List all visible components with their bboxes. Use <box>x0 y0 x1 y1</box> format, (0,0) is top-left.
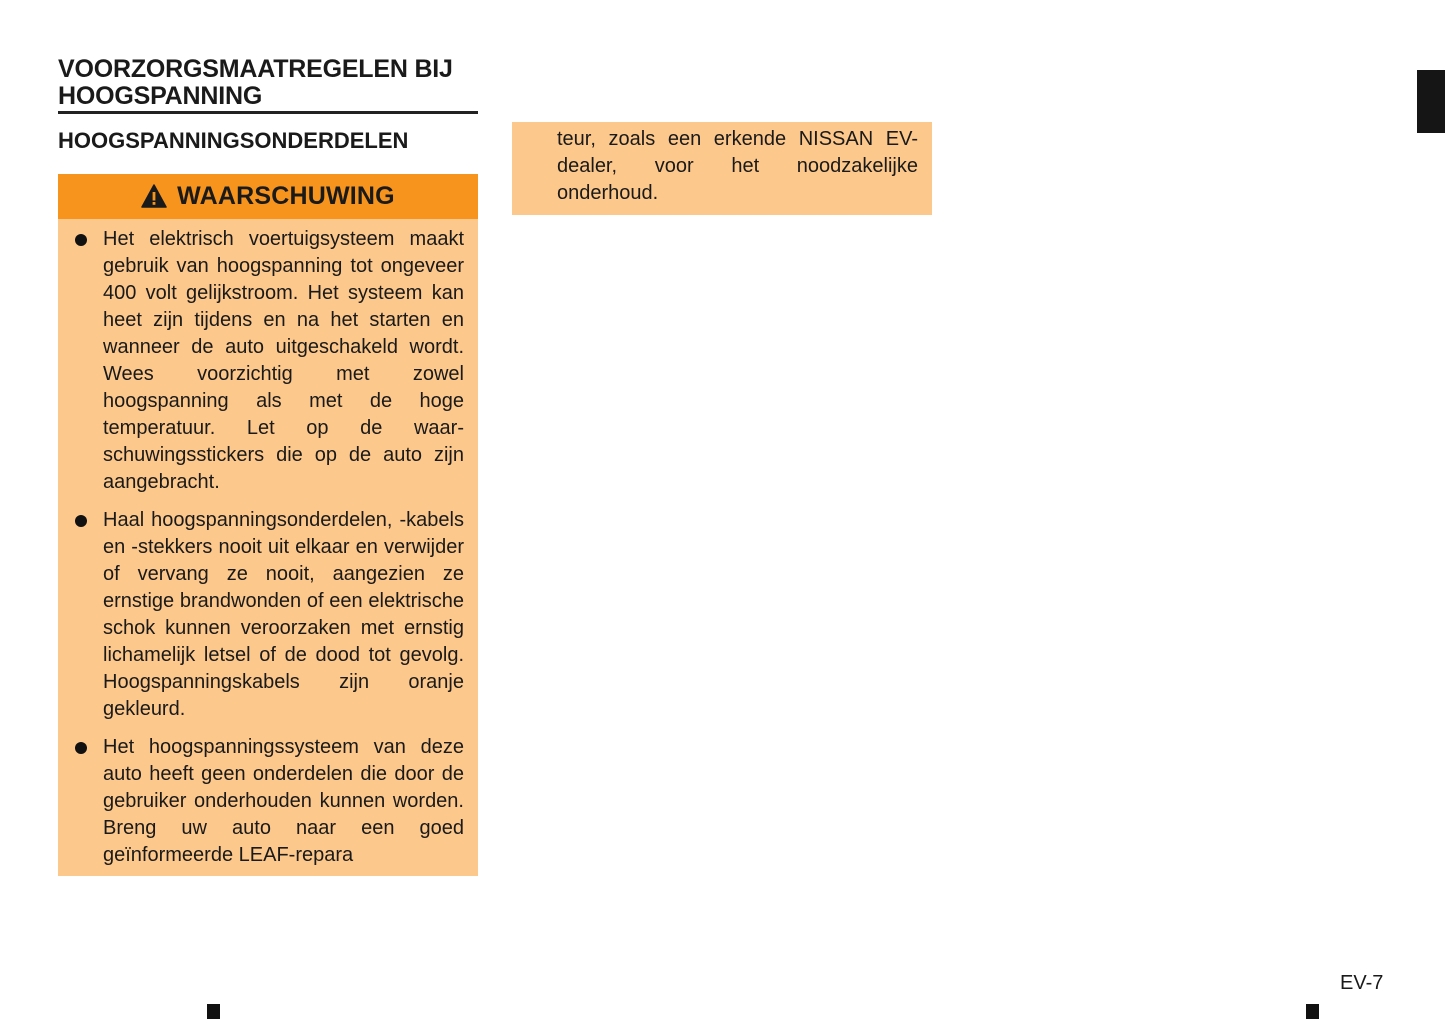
page-title-line-1: VOORZORGSMAATREGELEN BIJ <box>58 55 453 83</box>
warning-item <box>58 507 478 723</box>
crop-mark-right <box>1306 1004 1319 1019</box>
warning-list <box>58 226 478 869</box>
page-title-line-2: HOOGSPANNING <box>58 82 263 110</box>
warning-continuation-box <box>512 122 932 215</box>
warning-item-text: Het elektrisch voertuigsysteem maakt gebruik van hoogspanning tot ongeveer 400 volt gelijkstroom. Het systeem kan heet zijn tijdens en na het starten en wanneer de auto uitgeschakeld wordt. Wees voorzichtig met zowel hoogspanning als met de hoge temperatuur. Let op de waarschuwingsstickers die op de auto zijn aangebracht. <box>103 228 464 493</box>
warning-item-text: Haal hoogspanningsonderdelen, -kabels en -stekkers nooit uit elkaar en verwijder of vervang ze nooit, aangezien ze ernstige brandwonden of een elektrische schok kunnen veroorzaken met ernstig lichamelijk letsel of de dood tot gevolg. Hoogspanningskabels zijn oranje gekleurd. <box>103 509 464 720</box>
warning-label: WAARSCHUWING <box>177 182 395 210</box>
page-title <box>58 56 478 110</box>
bullet-icon <box>75 515 87 527</box>
section-subheading: HOOGSPANNINGSONDERDELEN <box>58 128 409 153</box>
bullet-icon <box>75 742 87 754</box>
warning-header <box>58 174 478 219</box>
warning-item <box>58 226 478 496</box>
page-number: EV-7 <box>1340 972 1384 994</box>
warning-continuation-text: teur, zoals een erkende NISSAN EV-dealer, voor het noodzakelijke onderhoud. <box>557 128 918 204</box>
crop-mark-left <box>207 1004 220 1019</box>
chapter-tab-marker <box>1417 70 1445 133</box>
warning-item <box>58 734 478 869</box>
warning-box <box>58 174 478 876</box>
warning-item-text: Het hoogspanningssysteem van deze auto heeft geen onderdelen die door de gebruiker onderhouden kunnen worden. Breng uw auto naar een goed geïnformeerde LEAF-repara <box>103 736 464 866</box>
title-divider <box>58 111 478 114</box>
warning-triangle-icon <box>141 184 167 208</box>
bullet-icon <box>75 234 87 246</box>
